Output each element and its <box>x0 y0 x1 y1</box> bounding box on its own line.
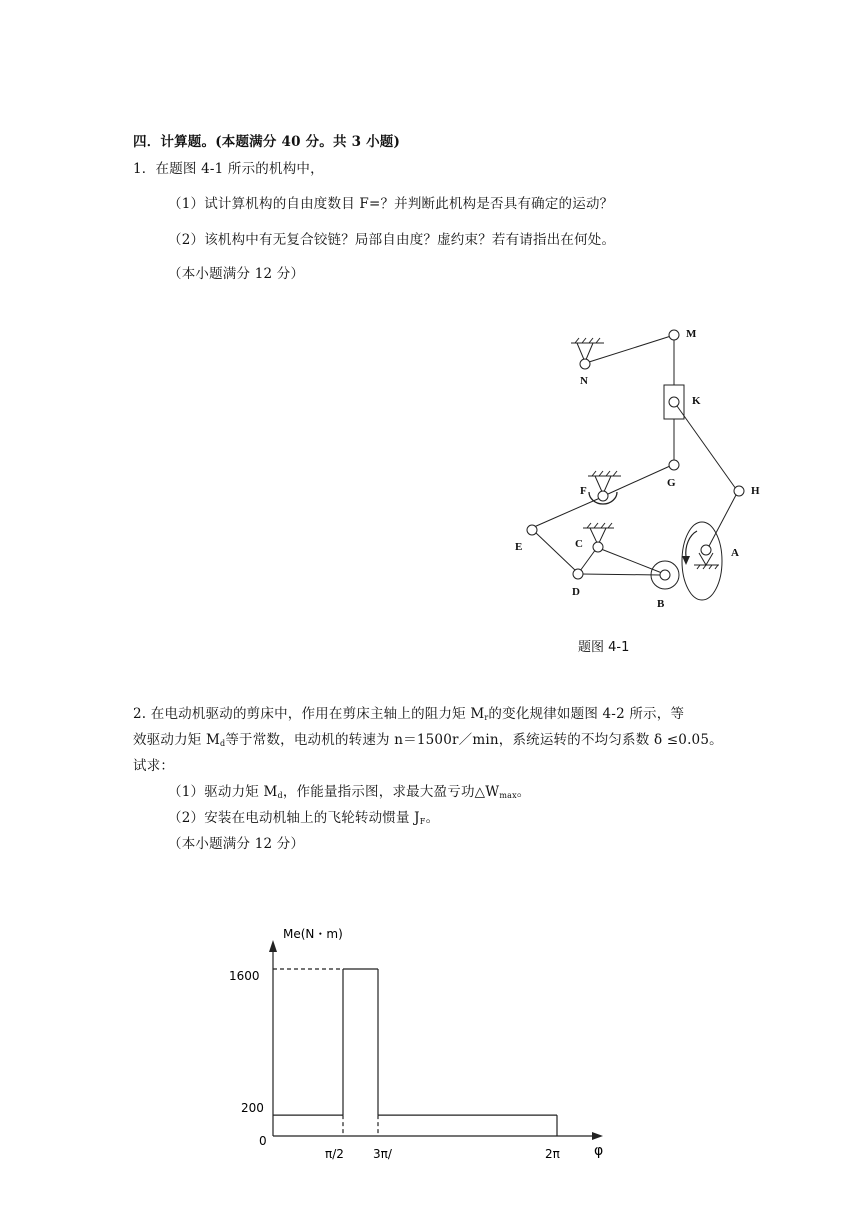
y-tick-0: 0 <box>259 1134 267 1148</box>
y-axis-label: Me(N・m) <box>283 927 343 941</box>
label-N: N <box>580 375 588 387</box>
label-D: D <box>572 586 580 598</box>
q1-part1: （1）试计算机构的自由度数目 F=？并判断此机构是否具有确定的运动？ <box>168 196 614 212</box>
label-E: E <box>515 541 523 553</box>
x-tick-pi-2: π/2 <box>325 1147 344 1161</box>
mechanism-figure <box>500 320 780 620</box>
label-A: A <box>731 547 739 559</box>
q1-part2: （2）该机构中有无复合铰链？局部自由度？虚约束？若有请指出在何处。 <box>168 232 616 248</box>
label-M: M <box>686 328 697 340</box>
y-axis-arrow <box>269 940 277 952</box>
label-K: K <box>692 395 701 407</box>
q2-part1: （1）驱动力矩 $M_d$，作能量指示图，求最大盈亏功$\triangle W_{max}$。 <box>168 784 531 800</box>
x-axis-arrow <box>592 1132 603 1140</box>
label-G: G <box>667 477 676 489</box>
q1-score: （本小题满分 12 分） <box>168 266 305 282</box>
y-tick-1600: 1600 <box>229 969 260 983</box>
q2-line2: 效驱动力矩 $M_d$等于常数，电动机的转速为 n＝1500r／min，系统运转的不均匀系数 δ ≤0.05。 <box>133 732 723 748</box>
label-H: H <box>751 485 760 497</box>
label-C: C <box>575 538 583 550</box>
figure-4-1-caption: 题图 4-1 <box>578 640 630 655</box>
label-F: F <box>580 485 587 497</box>
x-tick-2pi: 2π <box>545 1147 560 1161</box>
resistance-torque-chart <box>220 920 620 1170</box>
x-tick-3pi: 3π/ <box>373 1147 392 1161</box>
y-tick-200: 200 <box>241 1101 264 1115</box>
section-title: 四．计算题。(本题满分 40 分。共 3 小题) <box>133 134 401 150</box>
q2-part2: （2）安装在电动机轴上的飞轮转动惯量 $J_F$。 <box>168 810 440 826</box>
q2-line3: 试求： <box>133 758 175 774</box>
q1-stem: 1．在题图 4-1 所示的机构中， <box>133 161 324 177</box>
q2-score: （本小题满分 12 分） <box>168 836 305 852</box>
label-B: B <box>657 598 665 610</box>
x-axis-label: φ <box>594 1143 604 1159</box>
q2-line1: 2. 在电动机驱动的剪床中，作用在剪床主轴上的阻力矩 $M_r$的变化规律如题图 4-2 所示，等 <box>133 706 685 722</box>
